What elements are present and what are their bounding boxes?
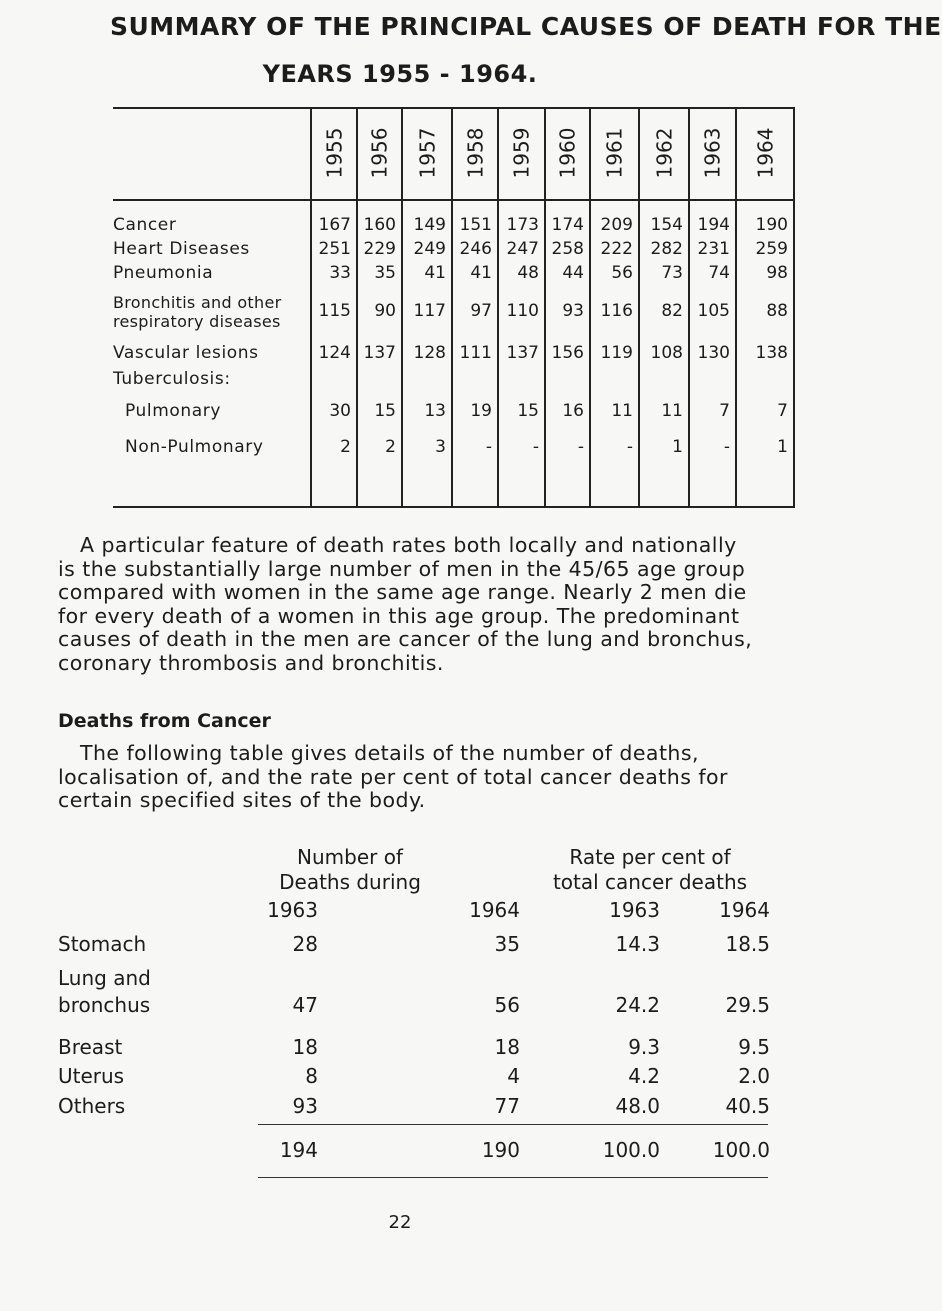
table-cell: 74 xyxy=(708,263,730,283)
year-header: 1964 xyxy=(719,898,770,922)
table-cell: 4.2 xyxy=(628,1064,660,1088)
table-cell: - xyxy=(532,437,539,457)
table-cell: 41 xyxy=(424,263,446,283)
site-label: Others xyxy=(58,1094,126,1118)
table-cell: 229 xyxy=(363,239,396,259)
table-cell: 93 xyxy=(562,301,584,321)
site-label: Breast xyxy=(58,1035,123,1059)
year-header-text: 1957 xyxy=(415,127,439,179)
row-label: Heart Diseases xyxy=(113,239,250,259)
table-cell: 167 xyxy=(318,215,351,235)
row-label: Pneumonia xyxy=(113,263,214,283)
subheading-deaths-from-cancer: Deaths from Cancer xyxy=(58,710,271,732)
table-cell: 137 xyxy=(363,343,396,363)
table-cell: 137 xyxy=(506,343,539,363)
table-cell: 14.3 xyxy=(615,932,660,956)
table-cell: 160 xyxy=(363,215,396,235)
column-group-header: Deaths during xyxy=(279,870,421,894)
table-cell: - xyxy=(723,437,730,457)
table-cell: 111 xyxy=(459,343,492,363)
table-cell: 8 xyxy=(305,1064,318,1088)
page-title-line2: YEARS 1955 - 1964. xyxy=(262,60,538,88)
paragraph-line: The following table gives details of the number of deaths, xyxy=(80,741,699,765)
table-cell: 30 xyxy=(329,401,351,421)
paragraph-line: certain specified sites of the body. xyxy=(58,788,426,812)
table-cell: 154 xyxy=(650,215,683,235)
table-cell: - xyxy=(485,437,492,457)
table-cell: 48 xyxy=(517,263,539,283)
year-header xyxy=(545,113,590,193)
table-cell: 40.5 xyxy=(725,1094,770,1118)
table-cell: 258 xyxy=(551,239,584,259)
table-cell: 15 xyxy=(517,401,539,421)
total-cell: 100.0 xyxy=(602,1138,660,1162)
table-cell: 282 xyxy=(650,239,683,259)
table-cell: 93 xyxy=(292,1094,318,1118)
row-label: Non-Pulmonary xyxy=(125,437,264,457)
table-cell: 82 xyxy=(661,301,683,321)
table-cell: 151 xyxy=(459,215,492,235)
table-cell: 251 xyxy=(318,239,351,259)
table-cell: 249 xyxy=(413,239,446,259)
table-top-rule xyxy=(113,107,794,109)
row-label-line: respiratory diseases xyxy=(113,312,281,331)
total-cell: 100.0 xyxy=(712,1138,770,1162)
table-cell: 15 xyxy=(374,401,396,421)
table-cell: 33 xyxy=(329,263,351,283)
year-header-text: 1962 xyxy=(652,127,676,179)
table-cell: 117 xyxy=(413,301,446,321)
year-header: 1964 xyxy=(469,898,520,922)
row-label: Tuberculosis: xyxy=(113,369,231,389)
year-header xyxy=(357,113,402,193)
table-cell: 138 xyxy=(755,343,788,363)
table-cell: 116 xyxy=(600,301,633,321)
paragraph-line: coronary thrombosis and bronchitis. xyxy=(58,650,444,675)
table-cell: 77 xyxy=(494,1094,520,1118)
year-header xyxy=(590,113,639,193)
year-header xyxy=(736,113,794,193)
table-cell: 1 xyxy=(777,437,788,457)
table-cell: 174 xyxy=(551,215,584,235)
column-group-header: Number of xyxy=(297,845,403,869)
year-header-text: 1960 xyxy=(555,127,580,179)
year-header xyxy=(689,113,736,193)
row-label: Vascular lesions xyxy=(113,343,259,363)
table-cell: 41 xyxy=(470,263,492,283)
table-cell: 48.0 xyxy=(615,1094,660,1118)
table-cell: 24.2 xyxy=(615,993,660,1017)
year-header-text: 1955 xyxy=(322,127,346,179)
row-label xyxy=(113,293,281,331)
table-cell: 110 xyxy=(506,301,539,321)
year-header xyxy=(402,113,452,193)
table-cell: 97 xyxy=(470,301,492,321)
table-cell: 35 xyxy=(494,932,520,956)
table-bottom-rule xyxy=(113,506,794,508)
row-label: Pulmonary xyxy=(125,401,222,421)
table-cell: 194 xyxy=(697,215,730,235)
causes-of-death-table xyxy=(113,107,794,508)
table-cell: 246 xyxy=(459,239,492,259)
year-header: 1963 xyxy=(267,898,318,922)
table-cell: 28 xyxy=(292,932,318,956)
table-cell: 124 xyxy=(318,343,351,363)
row-label-line: Bronchitis and other xyxy=(113,293,282,312)
table-cell: 18 xyxy=(494,1035,520,1059)
year-header-text: 1956 xyxy=(367,127,392,179)
table-cell: 90 xyxy=(374,301,396,321)
row-label: Cancer xyxy=(113,215,177,235)
table-cell: 231 xyxy=(697,239,730,259)
table-cell: 190 xyxy=(755,215,788,235)
table-cell: 35 xyxy=(374,263,396,283)
table-cell: 105 xyxy=(697,301,730,321)
paragraph-line: localisation of, and the rate per cent of total cancer deaths for xyxy=(58,764,728,789)
year-header-text: 1959 xyxy=(509,127,534,179)
year-header-text: 1961 xyxy=(602,127,627,179)
paragraph-line: A particular feature of death rates both locally and nationally xyxy=(80,533,737,557)
year-header: 1963 xyxy=(609,898,660,922)
table-cell: 2 xyxy=(385,437,396,457)
table-cell: - xyxy=(577,437,584,457)
table-cell: 73 xyxy=(661,263,683,283)
year-header xyxy=(639,113,689,193)
table-cell: 130 xyxy=(697,343,730,363)
table-cell: 18.5 xyxy=(725,932,770,956)
table-cell: 7 xyxy=(719,401,730,421)
site-label: bronchus xyxy=(58,993,151,1017)
table-cell: 222 xyxy=(600,239,633,259)
table-cell: 47 xyxy=(292,993,318,1017)
page-title-line1: SUMMARY OF THE PRINCIPAL CAUSES OF DEATH FOR THE xyxy=(110,12,942,41)
year-header xyxy=(311,113,357,193)
year-header xyxy=(452,113,498,193)
table-cell: 149 xyxy=(413,215,446,235)
total-cell: 194 xyxy=(279,1138,318,1162)
year-header-text: 1958 xyxy=(463,127,487,179)
table-cell: 56 xyxy=(611,263,633,283)
table-cell: 119 xyxy=(600,343,633,363)
table-cell: - xyxy=(626,437,633,457)
table-cell: 13 xyxy=(424,401,446,421)
year-header xyxy=(498,113,545,193)
table-cell: 9.3 xyxy=(628,1035,660,1059)
table-cell: 108 xyxy=(650,343,683,363)
table-cell: 88 xyxy=(766,301,788,321)
table-cell: 98 xyxy=(766,263,788,283)
table-cell: 19 xyxy=(470,401,492,421)
table-cell: 16 xyxy=(562,401,584,421)
totals-rule xyxy=(258,1124,768,1125)
year-header-text: 1964 xyxy=(753,127,777,179)
table-header-rule xyxy=(113,199,794,201)
page-number: 22 xyxy=(388,1212,412,1233)
table-cell: 11 xyxy=(611,401,633,421)
total-cell: 190 xyxy=(481,1138,520,1162)
paragraph-line: for every death of a women in this age group. The predominant xyxy=(58,603,740,628)
table-cell: 18 xyxy=(292,1035,318,1059)
table-cell: 259 xyxy=(755,239,788,259)
column-group-header: total cancer deaths xyxy=(552,870,748,894)
table-cell: 115 xyxy=(318,301,351,321)
paragraph-line: causes of death in the men are cancer of the lung and bronchus, xyxy=(58,627,753,651)
table-cell: 29.5 xyxy=(725,993,770,1017)
year-header-text: 1963 xyxy=(700,127,725,179)
table-cell: 156 xyxy=(551,343,584,363)
paragraph-line: compared with women in the same age range. Nearly 2 men die xyxy=(58,580,747,604)
table-cell: 9.5 xyxy=(738,1035,770,1059)
paragraph-line: is the substantially large number of men in the 45/65 age group xyxy=(58,556,746,581)
table-cell: 3 xyxy=(435,437,446,457)
table-cell: 209 xyxy=(600,215,633,235)
table-cell: 44 xyxy=(562,263,584,283)
bottom-rule xyxy=(258,1177,768,1178)
site-label: Lung and xyxy=(58,966,151,990)
table-cell: 173 xyxy=(506,215,539,235)
table-cell: 56 xyxy=(494,993,520,1017)
table-cell: 2.0 xyxy=(738,1064,770,1088)
site-label: Uterus xyxy=(58,1064,125,1088)
table-cell: 7 xyxy=(777,401,788,421)
site-label: Stomach xyxy=(58,932,147,956)
table-cell: 4 xyxy=(507,1064,520,1088)
column-group-header: Rate per cent of xyxy=(569,845,731,869)
table-cell: 247 xyxy=(506,239,539,259)
table-cell: 11 xyxy=(661,401,683,421)
table-cell: 128 xyxy=(413,343,446,363)
table-cell: 2 xyxy=(340,437,351,457)
table-cell: 1 xyxy=(672,437,683,457)
